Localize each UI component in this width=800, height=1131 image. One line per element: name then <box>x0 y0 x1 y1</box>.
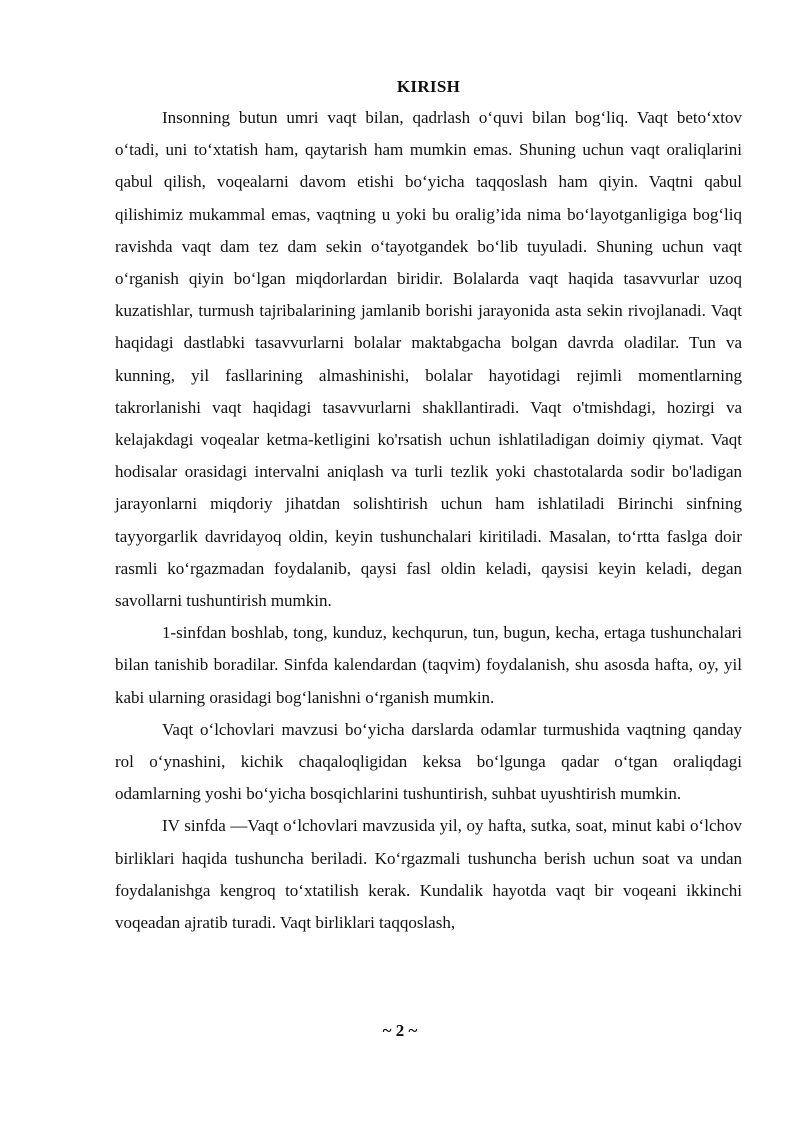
paragraph-time-measures: Vaqt o‘lchovlari mavzusi bo‘yicha darslarda odamlar turmushida vaqtning qanday rol o‘ynashini, kichik chaqaloqligidan keksa bo‘lgunga qadar o‘tgan oraliqdagi odamlarning yoshi bo‘yicha bosqichlarini tushuntirish, suhbat uyushtirish mumkin. <box>115 719 742 804</box>
paragraph-intro: Insonning butun umri vaqt bilan, qadrlash o‘quvi bilan bog‘liq. Vaqt beto‘xtov o‘tadi, uni to‘xtatish ham, qaytarish ham mumkin emas. Shuning uchun vaqt oraliqlarini qabul qilish, voqealarni davom etishi bo‘yicha taqqoslash ham qiyin. Vaqtni qabul qilishimiz mukammal emas, vaqtning u yoki bu oralig’ida nima bo‘layotganligiga bog‘liq ravishda vaqt dam tez dam sekin o‘tayotgandek bo‘lib tuyuladi. Shuning uchun vaqt o‘rganish qiyin bo‘lgan miqdorlardan biridir. Bolalarda vaqt haqida tasavvurlar uzoq kuzatishlar, turmush tajribalarining jamlanib borishi jarayonida asta sekin rivojlanadi. Vaqt haqidagi dastlabki tasavvurlarni bolalar maktabgacha bolgan davrda oladilar. Tun va kunning, yil fasllarining almashinishi, bolalar hayotidagi rejimli momentlarning takrorlanishi vaqt haqidagi tasavvurlarni shakllantiradi. Vaqt o'tmishdagi, hozirgi va kelajakdagi voqealar ketma-ketligini ko'rsatish uchun ishlatiladigan doimiy qiymat. Vaqt hodisalar orasidagi intervalni aniqlash va turli tezlik yoki chastotalarda sodir bo'ladigan jarayonlarni miqdoriy jihatdan solishtirish uchun ham ishlatiladi Birinchi sinfning tayyorgarlik davridayoq oldin, keyin tushunchalari kiritiladi. Masalan, to‘rtta faslga doir rasmli ko‘rgazmadan foydalanib, qaysi fasl oldin keladi, qaysisi keyin keladi, degan savollarni tushuntirish mumkin. <box>115 108 742 611</box>
paragraph-fourth-grade: IV sinfda —Vaqt o‘lchovlari mavzusida yil, oy hafta, sutka, soat, minut kabi o‘lchov birliklari haqida tushuncha beriladi. Ko‘rgazmali tushuncha berish uchun soat va undan foydalanishga kengroq to‘xtatilish kerak. Kundalik hayotda vaqt bir voqeani ikkinchi voqeadan ajratib turadi. Vaqt birliklari taqqoslash, <box>115 816 742 933</box>
document-page <box>115 76 742 939</box>
section-heading: KIRISH <box>396 77 461 96</box>
page-number: ~ 2 ~ <box>382 1021 418 1040</box>
paragraph-first-grade: 1-sinfdan boshlab, tong, kunduz, kechqurun, tun, bugun, kecha, ertaga tushunchalari bilan tanishib boradilar. Sinfda kalendardan (taqvim) foydalanish, shu asosda hafta, oy, yil kabi ularning orasidagi bog‘lanishni o‘rganish mumkin. <box>115 623 742 707</box>
